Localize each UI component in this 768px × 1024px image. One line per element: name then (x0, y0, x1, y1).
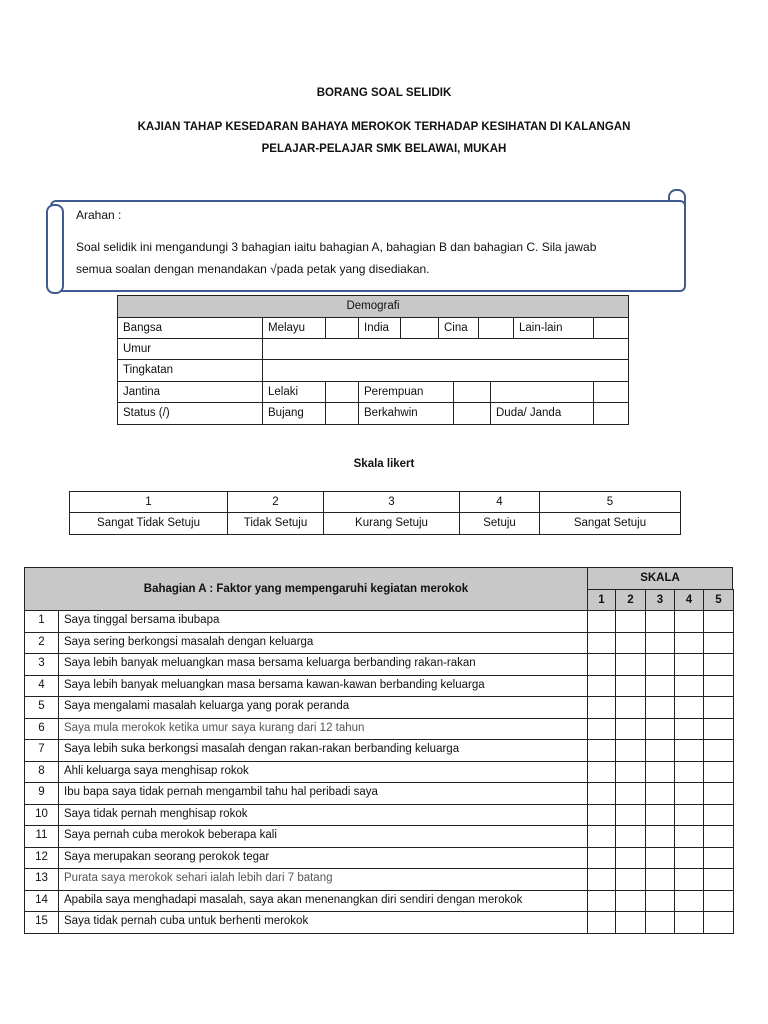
scale-checkbox-4[interactable] (674, 739, 704, 762)
option-cina: Cina (438, 317, 479, 339)
scale-checkbox-5[interactable] (703, 911, 734, 934)
scale-checkbox-1[interactable] (587, 675, 616, 698)
scale-checkbox-3[interactable] (645, 847, 675, 870)
scale-checkbox-2[interactable] (615, 911, 646, 934)
item-statement: Purata saya merokok sehari ialah lebih dari 7 batang (58, 868, 588, 891)
scale-checkbox-5[interactable] (703, 868, 734, 891)
likert-label: Setuju (459, 512, 540, 535)
scale-checkbox-4[interactable] (674, 610, 704, 633)
item-statement: Saya sering berkongsi masalah dengan keluarga (58, 632, 588, 655)
scroll-curl-icon (46, 204, 64, 294)
scale-header: 2 (615, 589, 646, 611)
likert-title: Skala likert (353, 458, 415, 470)
scale-checkbox-5[interactable] (703, 610, 734, 633)
scale-checkbox-3[interactable] (645, 868, 675, 891)
tingkatan-label: Tingkatan (117, 359, 263, 382)
checkbox-melayu[interactable] (325, 317, 359, 339)
likert-label: Kurang Setuju (323, 512, 460, 535)
likert-number: 1 (69, 491, 228, 513)
item-number: 3 (24, 653, 59, 676)
form-title: BORANG SOAL SELIDIK (316, 87, 452, 99)
scale-checkbox-2[interactable] (615, 868, 646, 891)
scale-checkbox-1[interactable] (587, 847, 616, 870)
scale-checkbox-5[interactable] (703, 761, 734, 784)
scale-checkbox-2[interactable] (615, 610, 646, 633)
option-india: India (358, 317, 401, 339)
scale-checkbox-1[interactable] (587, 890, 616, 913)
item-statement: Saya tinggal bersama ibubapa (58, 610, 588, 633)
scale-checkbox-2[interactable] (615, 782, 646, 805)
scale-checkbox-3[interactable] (645, 761, 675, 784)
scale-checkbox-2[interactable] (615, 718, 646, 741)
scale-checkbox-4[interactable] (674, 804, 704, 827)
option-bujang: Bujang (262, 402, 326, 425)
likert-label: Tidak Setuju (227, 512, 324, 535)
scale-checkbox-2[interactable] (615, 804, 646, 827)
scale-checkbox-5[interactable] (703, 825, 734, 848)
scale-checkbox-1[interactable] (587, 718, 616, 741)
scale-checkbox-1[interactable] (587, 632, 616, 655)
scale-checkbox-5[interactable] (703, 739, 734, 762)
scale-checkbox-3[interactable] (645, 804, 675, 827)
scale-checkbox-5[interactable] (703, 890, 734, 913)
scale-checkbox-1[interactable] (587, 653, 616, 676)
scale-checkbox-3[interactable] (645, 653, 675, 676)
bangsa-label: Bangsa (117, 317, 263, 339)
scale-checkbox-1[interactable] (587, 739, 616, 762)
item-number: 6 (24, 718, 59, 741)
item-statement: Saya tidak pernah menghisap rokok (58, 804, 588, 827)
scale-checkbox-5[interactable] (703, 675, 734, 698)
likert-number: 4 (459, 491, 540, 513)
checkbox-duda-janda[interactable] (593, 402, 629, 425)
item-number: 12 (24, 847, 59, 870)
blank-cell (490, 381, 594, 403)
scale-checkbox-2[interactable] (615, 653, 646, 676)
option-lain-lain: Lain-lain (513, 317, 594, 339)
scale-checkbox-4[interactable] (674, 782, 704, 805)
scale-header: 1 (587, 589, 616, 611)
instruction-text-line1: Soal selidik ini mengandungi 3 bahagian iaitu bahagian A, bahagian B dan bahagian C. Sila jawab (76, 240, 597, 254)
scale-checkbox-4[interactable] (674, 718, 704, 741)
scale-checkbox-2[interactable] (615, 632, 646, 655)
scale-checkbox-4[interactable] (674, 911, 704, 934)
scale-checkbox-5[interactable] (703, 696, 734, 719)
scale-checkbox-3[interactable] (645, 675, 675, 698)
scale-checkbox-3[interactable] (645, 911, 675, 934)
skala-header: SKALA (587, 567, 733, 590)
scale-checkbox-5[interactable] (703, 847, 734, 870)
scale-checkbox-4[interactable] (674, 696, 704, 719)
item-statement: Saya tidak pernah cuba untuk berhenti merokok (58, 911, 588, 934)
item-statement: Saya pernah cuba merokok beberapa kali (58, 825, 588, 848)
scale-checkbox-1[interactable] (587, 696, 616, 719)
item-number: 14 (24, 890, 59, 913)
study-title-line1: KAJIAN TAHAP KESEDARAN BAHAYA MEROKOK TERHADAP KESIHATAN DI KALANGAN (137, 121, 631, 133)
scale-checkbox-2[interactable] (615, 739, 646, 762)
item-number: 9 (24, 782, 59, 805)
umur-label: Umur (117, 338, 263, 360)
scale-checkbox-4[interactable] (674, 675, 704, 698)
likert-number: 2 (227, 491, 324, 513)
umur-field[interactable] (262, 338, 629, 360)
item-statement: Apabila saya menghadapi masalah, saya akan menenangkan diri sendiri dengan merokok (58, 890, 588, 913)
option-berkahwin: Berkahwin (358, 402, 454, 425)
scale-checkbox-3[interactable] (645, 632, 675, 655)
item-number: 15 (24, 911, 59, 934)
item-number: 2 (24, 632, 59, 655)
scale-checkbox-2[interactable] (615, 847, 646, 870)
study-title-line2: PELAJAR-PELAJAR SMK BELAWAI, MUKAH (261, 143, 507, 155)
item-number: 11 (24, 825, 59, 848)
checkbox-lain-lain[interactable] (593, 317, 629, 339)
scale-checkbox-3[interactable] (645, 610, 675, 633)
scale-checkbox-5[interactable] (703, 632, 734, 655)
demographics-header: Demografi (117, 295, 629, 318)
scale-checkbox-5[interactable] (703, 782, 734, 805)
scale-checkbox-2[interactable] (615, 675, 646, 698)
scale-checkbox-3[interactable] (645, 782, 675, 805)
option-perempuan: Perempuan (358, 381, 454, 403)
checkbox-bujang[interactable] (325, 402, 359, 425)
scale-checkbox-2[interactable] (615, 825, 646, 848)
scale-header: 3 (645, 589, 675, 611)
item-statement: Ibu bapa saya tidak pernah mengambil tahu hal peribadi saya (58, 782, 588, 805)
scale-header: 5 (703, 589, 734, 611)
scale-checkbox-3[interactable] (645, 696, 675, 719)
scale-checkbox-5[interactable] (703, 718, 734, 741)
scale-checkbox-4[interactable] (674, 632, 704, 655)
scale-checkbox-1[interactable] (587, 782, 616, 805)
instruction-text-line2: semua soalan dengan menandakan √pada petak yang disediakan. (76, 262, 430, 276)
section-a-title: Bahagian A : Faktor yang mempengaruhi kegiatan merokok (24, 567, 588, 611)
scale-checkbox-1[interactable] (587, 761, 616, 784)
item-statement: Saya mengalami masalah keluarga yang porak peranda (58, 696, 588, 719)
tingkatan-field[interactable] (262, 359, 629, 382)
scale-header: 4 (674, 589, 704, 611)
item-statement: Ahli keluarga saya menghisap rokok (58, 761, 588, 784)
scale-checkbox-1[interactable] (587, 868, 616, 891)
item-statement: Saya merupakan seorang perokok tegar (58, 847, 588, 870)
likert-number: 5 (539, 491, 681, 513)
item-number: 4 (24, 675, 59, 698)
status-label: Status (/) (117, 402, 263, 425)
option-duda-janda: Duda/ Janda (490, 402, 594, 425)
checkbox-lelaki[interactable] (325, 381, 359, 403)
scale-checkbox-2[interactable] (615, 761, 646, 784)
scale-checkbox-1[interactable] (587, 804, 616, 827)
item-statement: Saya mula merokok ketika umur saya kurang dari 12 tahun (58, 718, 588, 741)
option-lelaki: Lelaki (262, 381, 326, 403)
item-statement: Saya lebih banyak meluangkan masa bersama keluarga berbanding rakan-rakan (58, 653, 588, 676)
option-melayu: Melayu (262, 317, 326, 339)
item-statement: Saya lebih banyak meluangkan masa bersama kawan-kawan berbanding keluarga (58, 675, 588, 698)
scale-checkbox-5[interactable] (703, 804, 734, 827)
instruction-label: Arahan : (76, 208, 122, 222)
item-number: 13 (24, 868, 59, 891)
checkbox-india[interactable] (400, 317, 439, 339)
likert-label: Sangat Tidak Setuju (69, 512, 228, 535)
item-number: 1 (24, 610, 59, 633)
scale-checkbox-3[interactable] (645, 718, 675, 741)
scale-checkbox-2[interactable] (615, 696, 646, 719)
scale-checkbox-1[interactable] (587, 825, 616, 848)
scale-checkbox-4[interactable] (674, 847, 704, 870)
scale-checkbox-1[interactable] (587, 911, 616, 934)
scale-checkbox-4[interactable] (674, 653, 704, 676)
checkbox-perempuan[interactable] (453, 381, 491, 403)
item-statement: Saya lebih suka berkongsi masalah dengan rakan-rakan berbanding keluarga (58, 739, 588, 762)
item-number: 10 (24, 804, 59, 827)
item-number: 8 (24, 761, 59, 784)
item-number: 7 (24, 739, 59, 762)
likert-number: 3 (323, 491, 460, 513)
likert-label: Sangat Setuju (539, 512, 681, 535)
checkbox-berkahwin[interactable] (453, 402, 491, 425)
scale-checkbox-4[interactable] (674, 868, 704, 891)
blank-checkbox[interactable] (593, 381, 629, 403)
jantina-label: Jantina (117, 381, 263, 403)
scale-checkbox-4[interactable] (674, 825, 704, 848)
scale-checkbox-4[interactable] (674, 761, 704, 784)
scale-checkbox-3[interactable] (645, 890, 675, 913)
scale-checkbox-3[interactable] (645, 825, 675, 848)
scale-checkbox-5[interactable] (703, 653, 734, 676)
scale-checkbox-2[interactable] (615, 890, 646, 913)
item-number: 5 (24, 696, 59, 719)
scale-checkbox-4[interactable] (674, 890, 704, 913)
scale-checkbox-1[interactable] (587, 610, 616, 633)
scale-checkbox-3[interactable] (645, 739, 675, 762)
checkbox-cina[interactable] (478, 317, 514, 339)
